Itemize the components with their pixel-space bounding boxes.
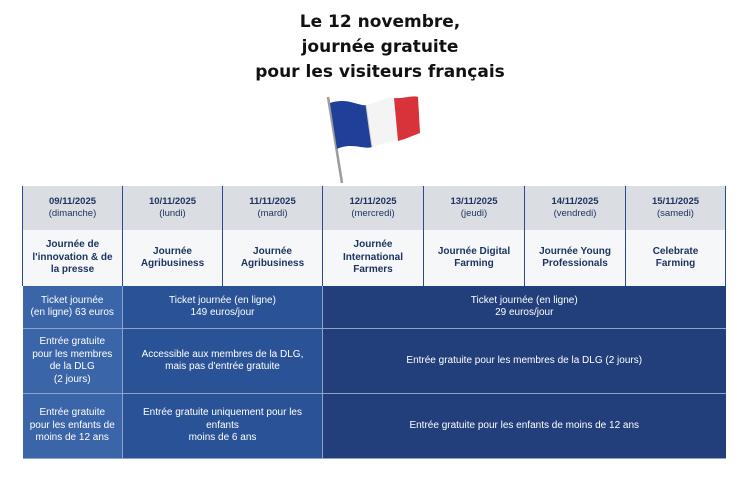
date-cell: 11/11/2025 (mardi): [223, 186, 323, 230]
date-cell: 12/11/2025 (mercredi): [323, 186, 424, 230]
headline: [210, 10, 550, 85]
day-name-cell: Journée Agribusiness: [223, 230, 323, 286]
day-name-cell: Journée de l'innovation & de la presse: [23, 230, 123, 286]
french-flag-icon: [320, 95, 430, 185]
date-cell: 15/11/2025 (samedi): [626, 186, 726, 230]
date-cell: 13/11/2025 (jeudi): [424, 186, 525, 230]
dates-row: [23, 186, 726, 230]
day-name-cell: Journée Young Professionals: [525, 230, 626, 286]
ticket-agribusiness-cell: Ticket journée (en ligne) 149 euros/jour: [123, 286, 323, 329]
flag-red-band: [394, 96, 420, 141]
children-rest-cell: Entrée gratuite pour les enfants de moins de 12 ans: [323, 394, 726, 459]
dlg-sunday-cell: Entrée gratuite pour les membres de la DLG (2 jours): [23, 329, 123, 394]
day-name-cell: Journée International Farmers: [323, 230, 424, 286]
dlg-members-row: [23, 329, 726, 394]
ticket-row: [23, 286, 726, 329]
headline-line-3: pour les visiteurs français: [255, 62, 505, 82]
flag-blue-band: [330, 101, 372, 149]
children-sunday-cell: Entrée gratuite pour les enfants de moins de 12 ans: [23, 394, 123, 459]
headline-line-2: journée gratuite: [301, 37, 459, 57]
ticket-rest-cell: Ticket journée (en ligne) 29 euros/jour: [323, 286, 726, 329]
date-cell: 09/11/2025 (dimanche): [23, 186, 123, 230]
headline-line-1: Le 12 novembre,: [299, 12, 461, 32]
children-agribusiness-cell: Entrée gratuite uniquement pour les enfants moins de 6 ans: [123, 394, 323, 459]
schedule-table: [22, 186, 726, 459]
dlg-agribusiness-cell: Accessible aux membres de la DLG, mais pas d'entrée gratuite: [123, 329, 323, 394]
ticket-sunday-cell: Ticket journée (en ligne) 63 euros: [23, 286, 123, 329]
children-row: [23, 394, 726, 459]
day-names-row: [23, 230, 726, 286]
dlg-rest-cell: Entrée gratuite pour les membres de la DLG (2 jours): [323, 329, 726, 394]
day-name-cell: Journée Agribusiness: [123, 230, 223, 286]
date-cell: 14/11/2025 (vendredi): [525, 186, 626, 230]
day-name-cell: Celebrate Farming: [626, 230, 726, 286]
date-cell: 10/11/2025 (lundi): [123, 186, 223, 230]
day-name-cell: Journée Digital Farming: [424, 230, 525, 286]
